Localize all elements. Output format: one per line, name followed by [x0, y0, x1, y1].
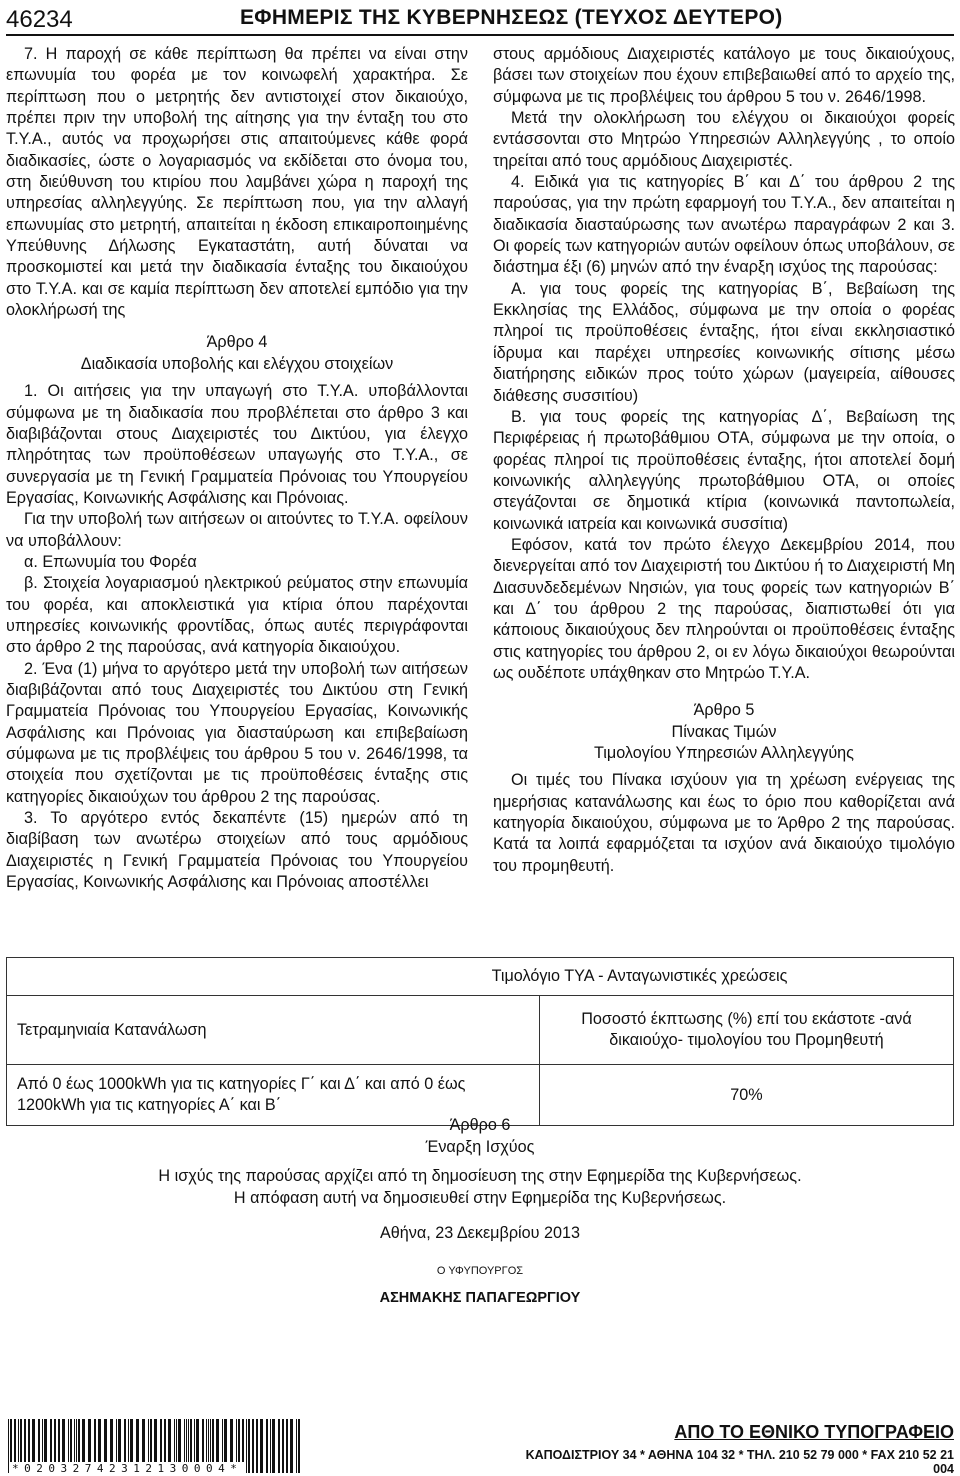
spacer	[6, 321, 468, 332]
printer-name: ΑΠΟ ΤΟ ΕΘΝΙΚΟ ΤΥΠΟΓΡΑΦΕΙΟ	[674, 1422, 954, 1442]
barcode-bar	[266, 1419, 268, 1473]
gazette-title: ΕΦΗΜΕΡΙΣ ΤΗΣ ΚΥΒΕΡΝΗΣΕΩΣ (ΤΕΥΧΟΣ ΔΕΥΤΕΡΟ)	[240, 6, 783, 29]
article-5-title: Πίνακας Τιμών	[671, 722, 777, 741]
signer-name: ΑΣΗΜΑΚΗΣ ΠΑΠΑΓΕΩΡΓΙΟΥ	[379, 1290, 581, 1306]
paragraph: 2. Ένα (1) μήνα το αργότερο μετά την υποβολή των αιτήσεων διαβιβάζονται από τους Διαχειριστές του Δικτύου στη Γενική Γραμματεία Πρόνοιας του Υπουργείου Εργασίας, Κοινωνικής Ασφάλισης και Πρόνοιας για διασταύρωση και επιβεβαίωση σύμφωνα με τις προβλέψεις του άρθρου 5 του ν. 2646/1998, τα στοιχεία που σχετίζονται με τις προϋποθέσεις ένταξης στις κατηγορίες δικαιούχων του άρθρου 2 της παρούσας.	[6, 659, 468, 806]
printer-address: ΚΑΠΟΔΙΣΤΡΙΟΥ 34 * ΑΘΗΝΑ 104 32 * ΤΗΛ. 210 52 79 000 * FAX 210 52 21 004	[525, 1448, 954, 1476]
place-date: Αθήνα, 23 Δεκεμβρίου 2013	[379, 1224, 580, 1242]
paragraph: Μετά την ολοκλήρωση του ελέγχου οι δικαιούχοι φορείς εντάσσονται στο Μητρώο Υπηρεσιών Αλληλεγγύης , το οποίο τηρείται από τους αρμόδιους Διαχειριστές.	[493, 109, 955, 170]
list-item: Α. για τους φορείς της κατηγορίας Β΄, Βεβαίωση της Εκκλησίας της Ελλάδος, σύμφωνα με την οποία ο φορέας πληροί τις προϋποθέσεις ένταξης, ήτοι είναι εκκλησιαστικό ίδρυμα και παρέχει υπηρεσίες κοινωνικής σίτισης μέσω διατήρησης ειδικών προς τούτο χώρων (μαγειρεία, αίθουσες διάθεσης συσσιτίου)	[493, 279, 955, 405]
paragraph: Οι τιμές του Πίνακα ισχύουν για τη χρέωση ενέργειας της ημερήσιας κατανάλωσης και έως το όριο που καθορίζεται ανά κατηγορία δικαιούχου, σύμφωνα με το Άρθρο 2 της παρούσας. Κατά τα λοιπά εφαρμόζεται τα ισχύον ανά δικαιούχο τιμολόγιο του προμηθευτή.	[493, 771, 955, 875]
barcode-bar	[296, 1419, 297, 1473]
barcode-bar	[298, 1419, 300, 1473]
paragraph: 7. Η παροχή σε κάθε περίπτωση θα πρέπει να είναι στην επωνυμία του φορέα με τον κοινωφελή χαρακτήρα. Σε περίπτωση που ο μετρητής δεν αντιστοιχεί στον δικαιούχο, πρέπει πριν την υποβολή της αίτησης για την ένταξη του στο Τ.Υ.Α., αυτός να προχωρήσει στις απαιτούμενες κάθε φορά διαδικασίες, ώστε ο λογαριασμός να εκδίδεται στο όνομα του, στη διεύθυνση του κτιρίου που λαμβάνει χώρα η παροχή της υπηρεσίας αλληλεγγύης. Σε περίπτωση που, για την αλλαγή επωνυμίας στο μετρητή, απαιτείται η έκδοση επικαιροποιημένης Υπεύθυνης Δήλωσης Εγκαταστάτη, αυτή δύναται να προσκομιστεί και μετά την διαδικασία ένταξης του δικαιούχου στο Τ.Υ.Α. και σε καμία περίπτωση δεν αποτελεί εμπόδιο για την ολοκλήρωσή της	[6, 45, 468, 320]
table-cell-discount: 70%	[540, 1065, 954, 1126]
right-column	[493, 44, 955, 877]
article-6-section	[6, 1115, 954, 1310]
paragraph: Εφόσον, κατά τον πρώτο έλεγχο Δεκεμβρίου 2014, που διενεργείται από τον Διαχειριστή του Δικτύου ή το Διαχειριστή Μη Διασυνδεδεμένων Νησιών, για τους φορείς των κατηγοριών Β΄ και Δ΄ του άρθρου 2 της παρούσας, διαπιστωθεί ότι για κάποιους δικαιούχους δεν πληρούνται οι προϋποθέσεις ένταξης στις κατηγορίες του άρθρου 2, οι εν λόγω δικαιούχοι θεωρούνται ως ουδέποτε υπάχθηκαν στο Μητρώο Τ.Υ.Α.	[493, 535, 955, 682]
list-item: β. Στοιχεία λογαριασμού ηλεκτρικού ρεύματος στην επωνυμία του φορέα, και αποκλειστικά για κτίρια όπου παρέχονται υπηρεσίες κοινωνικής φροντίδας, όπως αυτές περιγράφονται στο άρθρο 2 της παρούσας, ανά κατηγορία δικαιούχου.	[6, 574, 468, 657]
page-header	[6, 2, 954, 36]
barcode-bar	[270, 1419, 271, 1473]
paragraph: 1. Οι αιτήσεις για την υπαγωγή στο Τ.Υ.Α. υποβάλλονται σύμφωνα με τη διαδικασία που προβλέπεται στο άρθρο 3 και διαβιβάζονται στους Διαχειριστές του Δικτύου, για έλεγχο πληρότητας των προϋποθέσεων υπαγωγής στο Τ.Υ.Α., σε συνεργασία με τη Γενική Γραμματεία Πρόνοιας του Υπουργείου Εργασίας, Κοινωνικής Ασφάλισης και Πρόνοιας.	[6, 382, 468, 507]
article-4-title: Διαδικασία υποβολής και ελέγχου στοιχείων	[80, 354, 394, 373]
paragraph: στους αρμόδιους Διαχειριστές κατάλογο με τους δικαιούχους, βάσει των στοιχείων που έχουν επιβεβαιωθεί από το αρχείο της, σύμφωνα με τις προβλέψεις του άρθρου 5 του ν. 2646/1998.	[493, 45, 955, 106]
table-title-row	[7, 958, 954, 996]
fee-table	[6, 957, 954, 1126]
barcode-bar	[260, 1419, 263, 1473]
barcode-bar	[286, 1419, 288, 1473]
list-item: Β. για τους φορείς της κατηγορίας Δ΄, Βεβαίωση της Περιφέρειας ή πρωτοβάθμιου ΟΤΑ, σύμφωνα με την οποία, ο φορέας πληροί τις προϋποθέσεις ένταξης, ήτοι αποτελεί δομή κοινωνικής αλληλεγγύης πρωτοβάθμιου ΟΤΑ, οι οποίες στεγάζονται σε δημοτικά κτίρια (κοινωνικά παντοπωλεία, κοινωνικά ιατρεία και κοινωνικά συσσίτια)	[493, 407, 955, 533]
barcode-bar	[272, 1419, 275, 1473]
left-column	[6, 44, 468, 893]
signer-title: Ο ΥΦΥΠΟΥΡΓΟΣ	[436, 1264, 524, 1277]
table-header-row	[7, 996, 954, 1065]
paragraph: Για την υποβολή των αιτήσεων οι αιτούντες το Τ.Υ.Α. οφείλουν να υποβάλλουν:	[6, 510, 468, 550]
barcode-bar	[8, 1419, 9, 1473]
barcode-bar	[256, 1419, 258, 1473]
barcode-digits: *02032742312130004*	[12, 1462, 243, 1475]
table-title: Τιμολόγιο ΤΥΑ - Ανταγωνιστικές χρεώσεις	[7, 958, 954, 996]
header-rule	[6, 34, 954, 36]
table-cell-consumption: Από 0 έως 1000kWh για τις κατηγορίες Γ΄ και Δ΄ και από 0 έως 1200kWh για τις κατηγορίες Α΄ και Β΄	[7, 1065, 540, 1126]
article-4-heading: Άρθρο 4	[206, 333, 268, 352]
barcode-bar	[248, 1419, 250, 1473]
article-6-heading: Άρθρο 6	[449, 1116, 511, 1134]
barcode-bar	[282, 1419, 284, 1473]
paragraph: 4. Ειδικά για τις κατηγορίες Β΄ και Δ΄ του άρθρου 2 της παρούσας, για την πρώτη εφαρμογή του Τ.Υ.Α., δεν απαιτείται η διαδικασία διασταύρωσης των ανωτέρω παραγράφων 2 και 3. Οι φορείς των κατηγοριών αυτών οφείλουν όπως υποβάλουν, σε διάστημα έξι (6) μηνών από την έναρξη ισχύος της παρούσας:	[493, 173, 956, 277]
barcode-bar	[278, 1419, 280, 1473]
barcode-bar	[246, 1419, 247, 1473]
spacer	[493, 684, 955, 700]
paragraph: 3. Το αργότερο εντός δεκαπέντε (15) ημερών από τη διαβίβαση των ανωτέρω στοιχείων από τους αρμόδιους Διαχειριστές η Γενική Γραμματεία Πρόνοιας του Υπουργείου Εργασίας, Κοινωνικής Ασφάλισης και Πρόνοιας αποστέλλει	[6, 809, 468, 892]
article-5-heading: Άρθρο 5	[693, 701, 755, 720]
page-number: 46234	[6, 6, 73, 33]
barcode-bar	[290, 1419, 293, 1473]
article-5-subtitle: Τιμολογίου Υπηρεσιών Αλληλεγγύης	[594, 744, 854, 762]
paragraph: Η απόφαση αυτή να δημοσιευθεί στην Εφημερίδα της Κυβερνήσεως.	[233, 1188, 727, 1207]
article-6-title: Έναρξη Ισχύος	[425, 1137, 535, 1156]
paragraph: Η ισχύς της παρούσας αρχίζει από τη δημοσίευση της στην Εφημερίδα της Κυβερνήσεως.	[158, 1167, 802, 1185]
column-header-discount: Ποσοστό έκπτωσης (%) επί του εκάστοτε -ανά δικαιούχο- τιμολογίου του Προμηθευτή	[540, 996, 954, 1065]
list-item: α. Επωνυμία του Φορέα	[24, 552, 197, 571]
column-header-consumption: Τετραμηνιαία Κατανάλωση	[7, 996, 540, 1065]
barcode-bar	[252, 1419, 254, 1473]
